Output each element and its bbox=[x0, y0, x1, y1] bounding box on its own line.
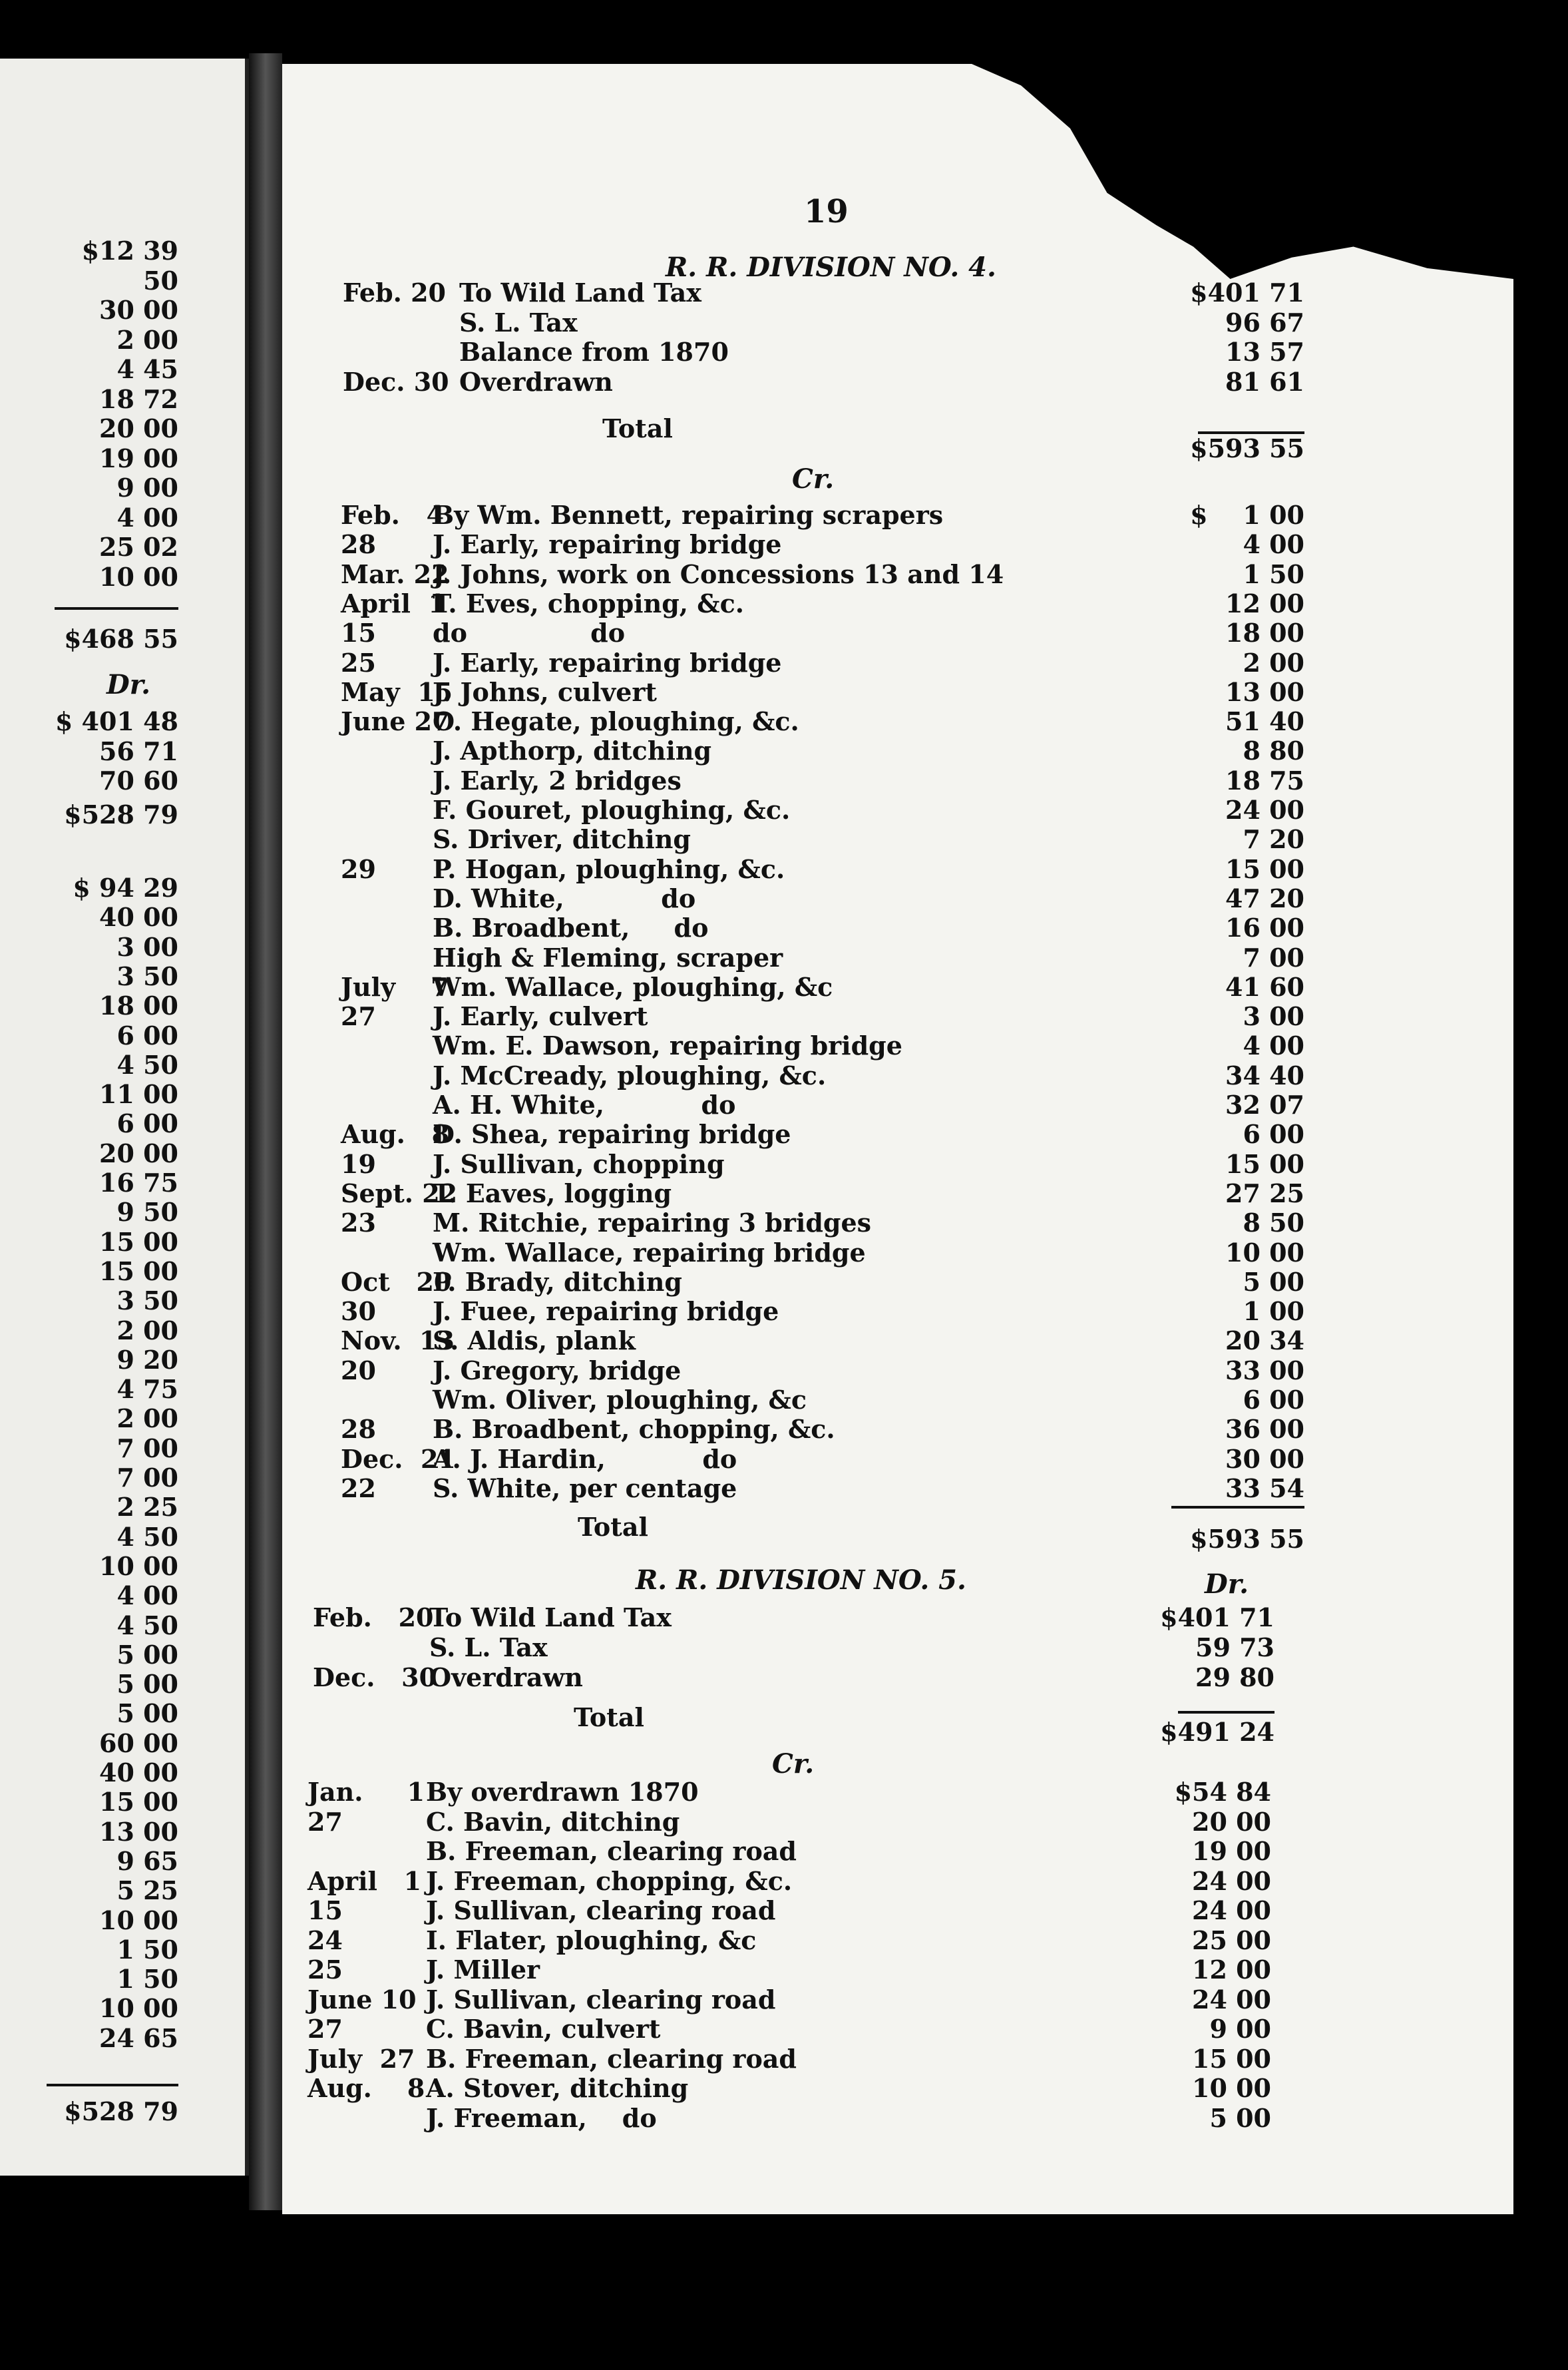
left-amount: 15 00 bbox=[99, 1256, 178, 1286]
entry-date: 25 bbox=[307, 1955, 343, 1985]
entry-date: 19 bbox=[341, 1148, 376, 1179]
left-amount: 11 00 bbox=[99, 1079, 178, 1110]
cr-label: Cr. bbox=[792, 463, 835, 495]
entry-date: Dec. 30 bbox=[313, 1662, 437, 1692]
left-amount: 2 00 bbox=[116, 324, 178, 355]
entry-amount: 25 00 bbox=[1192, 1925, 1271, 1955]
entry-description: J. Early, culvert bbox=[433, 1001, 648, 1032]
entry-amount: 1 00 bbox=[1243, 1296, 1304, 1327]
entry-date: June 10 bbox=[307, 1984, 417, 2014]
entry-date: Sept. 22 bbox=[341, 1178, 458, 1208]
entry-date: Dec. 30 bbox=[343, 366, 449, 397]
left-amount: 1 50 bbox=[116, 1934, 178, 1965]
entry-amount: 24 00 bbox=[1192, 1984, 1271, 2014]
entry-amount: 8 80 bbox=[1243, 736, 1304, 766]
left-amount: 4 00 bbox=[116, 1580, 178, 1611]
entry-amount: 15 00 bbox=[1225, 853, 1304, 884]
entry-description: S. White, per centage bbox=[433, 1473, 737, 1503]
entry-amount: 9 00 bbox=[1209, 2014, 1271, 2044]
entry-amount: 24 00 bbox=[1225, 795, 1304, 825]
entry-date: Feb. 4 bbox=[341, 500, 445, 530]
left-amount: 4 50 bbox=[116, 1521, 178, 1552]
entry-description: S. Aldis, plank bbox=[433, 1325, 636, 1356]
entry-description: Wm. Wallace, ploughing, &c bbox=[433, 971, 833, 1002]
entry-description: J. Miller bbox=[426, 1955, 540, 1985]
entry-description: S. L. Tax bbox=[459, 307, 578, 338]
left-total: $528 79 bbox=[64, 2096, 178, 2126]
entry-amount: 7 00 bbox=[1243, 942, 1304, 973]
entry-amount: 29 80 bbox=[1195, 1662, 1274, 1692]
left-amount: 16 75 bbox=[99, 1168, 178, 1198]
entry-description: J. Freeman, chopping, &c. bbox=[426, 1865, 793, 1896]
entry-date: Feb. 20 bbox=[343, 278, 446, 308]
entry-description: To Wild Land Tax bbox=[429, 1602, 672, 1632]
left-amount: 5 00 bbox=[116, 1669, 178, 1700]
left-amount: 9 20 bbox=[116, 1344, 178, 1375]
dr-label: Dr. bbox=[1205, 1568, 1249, 1600]
entry-description: Wm. E. Dawson, repairing bridge bbox=[433, 1031, 902, 1061]
entry-amount: 24 00 bbox=[1192, 1865, 1271, 1896]
entry-amount: 16 00 bbox=[1225, 913, 1304, 943]
entry-amount: 4 00 bbox=[1243, 529, 1304, 560]
debit-total-label: Total bbox=[602, 413, 673, 443]
left-amount: 40 00 bbox=[99, 902, 178, 933]
left-amount: $12 39 bbox=[81, 236, 178, 266]
entry-date: 24 bbox=[307, 1925, 343, 1955]
entry-amount: 13 00 bbox=[1225, 676, 1304, 707]
entry-description: A. J. Hardin, do bbox=[433, 1443, 737, 1474]
left-amount: 4 00 bbox=[116, 502, 178, 533]
entry-description: B. Freeman, clearing road bbox=[426, 2043, 797, 2074]
left-amount: 5 00 bbox=[116, 1698, 178, 1729]
entry-date: April 1 bbox=[307, 1865, 422, 1896]
left-amount: 13 00 bbox=[99, 1816, 178, 1847]
entry-date: 15 bbox=[307, 1895, 343, 1925]
left-amount: 5 00 bbox=[116, 1639, 178, 1670]
entry-amount: 18 75 bbox=[1225, 765, 1304, 796]
entry-amount: 4 00 bbox=[1243, 1031, 1304, 1061]
book-gutter bbox=[249, 53, 282, 2210]
entry-amount: $54 84 bbox=[1174, 1777, 1271, 1807]
left-amount: 25 02 bbox=[99, 532, 178, 562]
entry-amount: 33 54 bbox=[1225, 1473, 1304, 1503]
entry-description: J. Fuee, repairing bridge bbox=[433, 1296, 779, 1327]
entry-amount: 24 00 bbox=[1192, 1895, 1271, 1925]
left-amount: $ 94 29 bbox=[73, 873, 178, 903]
entry-date: 27 bbox=[341, 1001, 376, 1032]
entry-amount: $401 71 bbox=[1160, 1602, 1274, 1632]
left-amount: 4 50 bbox=[116, 1610, 178, 1640]
entry-description: J. Apthorp, ditching bbox=[433, 736, 712, 766]
left-amount: 30 00 bbox=[99, 295, 178, 325]
entry-description: T. Eves, chopping, &c. bbox=[433, 588, 744, 618]
left-amount: 10 00 bbox=[99, 1905, 178, 1935]
entry-description: J. Gregory, bridge bbox=[433, 1355, 682, 1385]
entry-amount: 15 00 bbox=[1225, 1148, 1304, 1179]
left-amount: 6 00 bbox=[116, 1020, 178, 1051]
left-amount: 18 00 bbox=[99, 991, 178, 1021]
entry-description: J. Freeman, do bbox=[426, 2102, 657, 2133]
entry-description: O. Hegate, ploughing, &c. bbox=[433, 706, 799, 737]
entry-description: J. Early, 2 bridges bbox=[433, 765, 682, 796]
entry-amount: 27 25 bbox=[1225, 1178, 1304, 1208]
entry-description: C. Bavin, culvert bbox=[426, 2014, 661, 2044]
entry-description: J. Sullivan, clearing road bbox=[426, 1984, 776, 2014]
division-title: R. R. DIVISION NO. 5. bbox=[636, 1564, 966, 1596]
entry-amount: 36 00 bbox=[1225, 1414, 1304, 1445]
entry-amount: 13 57 bbox=[1225, 337, 1304, 367]
entry-date: 30 bbox=[341, 1296, 376, 1327]
entry-description: I. Flater, ploughing, &c bbox=[426, 1925, 757, 1955]
left-amount: 10 00 bbox=[99, 561, 178, 592]
entry-amount: 15 00 bbox=[1192, 2043, 1271, 2074]
entry-date: Mar. 22 bbox=[341, 559, 449, 589]
entry-amount: 30 00 bbox=[1225, 1443, 1304, 1474]
entry-description: By overdrawn 1870 bbox=[426, 1777, 699, 1807]
entry-description: J. Sullivan, clearing road bbox=[426, 1895, 776, 1925]
entry-amount: 96 67 bbox=[1225, 307, 1304, 338]
entry-amount: 10 00 bbox=[1192, 2073, 1271, 2103]
left-amount: 40 00 bbox=[99, 1758, 178, 1787]
entry-description: J. Early, repairing bridge bbox=[433, 647, 782, 678]
entry-date: Feb. 20 bbox=[313, 1602, 434, 1632]
left-amount: 10 00 bbox=[99, 1550, 178, 1581]
debit-total: $491 24 bbox=[1160, 1717, 1274, 1747]
debit-total: $593 55 bbox=[1190, 433, 1304, 463]
entry-description: C. Bavin, ditching bbox=[426, 1806, 680, 1837]
entry-description: F. Gouret, ploughing, &c. bbox=[433, 795, 791, 825]
left-amount: 2 00 bbox=[116, 1315, 178, 1345]
left-amount: 3 50 bbox=[116, 1286, 178, 1316]
cr-label: Cr. bbox=[772, 1748, 815, 1779]
entry-date: June 27 bbox=[341, 706, 450, 737]
left-amount: 10 00 bbox=[99, 1993, 178, 2024]
left-amount: 9 65 bbox=[116, 1845, 178, 1876]
entry-description: J. Johns, work on Concessions 13 and 14 bbox=[433, 559, 1004, 589]
entry-description: J. McCready, ploughing, &c. bbox=[433, 1060, 827, 1090]
entry-description: A. Stover, ditching bbox=[426, 2073, 689, 2103]
entry-description: J. Sullivan, chopping bbox=[433, 1148, 725, 1179]
entry-date: Jan. 1 bbox=[307, 1777, 425, 1807]
left-total: $468 55 bbox=[64, 624, 178, 654]
left-amount: $ 401 48 bbox=[55, 706, 178, 736]
entry-amount: 51 40 bbox=[1225, 706, 1304, 737]
left-amount: 15 00 bbox=[99, 1787, 178, 1817]
left-amount: 2 25 bbox=[116, 1492, 178, 1523]
entry-date: 22 bbox=[341, 1473, 376, 1503]
entry-amount: 20 00 bbox=[1192, 1806, 1271, 1837]
entry-amount: 34 40 bbox=[1225, 1060, 1304, 1090]
left-amount: 4 75 bbox=[116, 1374, 178, 1405]
left-amount: 9 00 bbox=[116, 473, 178, 503]
entry-amount: 20 34 bbox=[1225, 1325, 1304, 1356]
left-amount: 19 00 bbox=[99, 443, 178, 473]
entry-amount: 6 00 bbox=[1243, 1119, 1304, 1150]
entry-description: B. Broadbent, do bbox=[433, 913, 709, 943]
entry-amount: 10 00 bbox=[1225, 1237, 1304, 1268]
entry-amount: 12 00 bbox=[1225, 588, 1304, 618]
left-amount: 1 50 bbox=[116, 1964, 178, 1995]
entry-date: 28 bbox=[341, 1414, 376, 1445]
entry-amount: 81 61 bbox=[1225, 366, 1304, 397]
entry-description: P. Brady, ditching bbox=[433, 1266, 682, 1297]
entry-date: 15 bbox=[341, 618, 376, 648]
entry-amount: $401 71 bbox=[1190, 278, 1304, 308]
left-amount: 9 50 bbox=[116, 1197, 178, 1228]
entry-description: B. Broadbent, chopping, &c. bbox=[433, 1414, 835, 1445]
entry-description: B. Freeman, clearing road bbox=[426, 1836, 797, 1866]
entry-amount: 12 00 bbox=[1192, 1955, 1271, 1985]
entry-amount: 32 07 bbox=[1225, 1090, 1304, 1120]
left-amount: 4 45 bbox=[116, 354, 178, 384]
entry-date: 20 bbox=[341, 1355, 376, 1385]
entry-date: Dec. 21 bbox=[341, 1443, 456, 1474]
entry-date: Aug. 8 bbox=[341, 1119, 450, 1150]
left-amount: 60 00 bbox=[99, 1728, 178, 1758]
left-total: $528 79 bbox=[64, 800, 178, 830]
entry-date: 28 bbox=[341, 529, 376, 560]
entry-description: J. Early, repairing bridge bbox=[433, 529, 782, 560]
total-rule bbox=[55, 607, 178, 610]
entry-description: High & Fleming, scraper bbox=[433, 942, 783, 973]
left-amount: 20 00 bbox=[99, 413, 178, 443]
entry-amount: 41 60 bbox=[1225, 971, 1304, 1002]
entry-date: Nov. 13 bbox=[341, 1325, 455, 1356]
left-amount: 7 00 bbox=[116, 1433, 178, 1463]
dr-label: Dr. bbox=[106, 669, 151, 700]
left-amount: 24 65 bbox=[99, 2022, 178, 2053]
entry-description: T. Eaves, logging bbox=[433, 1178, 672, 1208]
entry-date: 29 bbox=[341, 853, 376, 884]
left-amount: 50 bbox=[143, 265, 178, 296]
entry-date: July 7 bbox=[341, 971, 449, 1002]
entry-date: 25 bbox=[341, 647, 376, 678]
total-rule bbox=[1171, 1506, 1304, 1509]
entry-description: P. Hogan, ploughing, &c. bbox=[433, 853, 785, 884]
page-number: 19 bbox=[804, 193, 849, 230]
entry-amount: 2 00 bbox=[1243, 647, 1304, 678]
entry-date: 23 bbox=[341, 1208, 376, 1238]
left-amount: 3 50 bbox=[116, 961, 178, 991]
entry-date: July 27 bbox=[307, 2043, 415, 2074]
entry-date: April 1 bbox=[341, 588, 446, 618]
entry-amount: 5 00 bbox=[1243, 1266, 1304, 1297]
entry-amount: 19 00 bbox=[1192, 1836, 1271, 1866]
entry-amount: 59 73 bbox=[1195, 1632, 1274, 1662]
left-amount: 2 00 bbox=[116, 1403, 178, 1434]
left-amount: 4 50 bbox=[116, 1049, 178, 1080]
entry-description: S. Driver, ditching bbox=[433, 824, 691, 855]
entry-amount: 18 00 bbox=[1225, 618, 1304, 648]
entry-description: M. Ritchie, repairing 3 bridges bbox=[433, 1208, 872, 1238]
entry-date: Aug. 8 bbox=[307, 2073, 425, 2103]
left-amount: 18 72 bbox=[99, 383, 178, 414]
left-amount: 7 00 bbox=[116, 1463, 178, 1493]
entry-amount: 33 00 bbox=[1225, 1355, 1304, 1385]
credit-total: $593 55 bbox=[1190, 1524, 1304, 1554]
entry-date: 27 bbox=[307, 2014, 343, 2044]
entry-amount: 47 20 bbox=[1225, 883, 1304, 913]
entry-date: 27 bbox=[307, 1806, 343, 1837]
entry-amount: 6 00 bbox=[1243, 1385, 1304, 1415]
entry-description: Overdrawn bbox=[459, 366, 613, 397]
entry-description: S. L. Tax bbox=[429, 1632, 548, 1662]
entry-description: D. Shea, repairing bridge bbox=[433, 1119, 791, 1150]
left-amount: 70 60 bbox=[99, 766, 178, 796]
credit-total-label: Total bbox=[578, 1512, 648, 1542]
left-amount: 6 00 bbox=[116, 1108, 178, 1139]
entry-amount: 3 00 bbox=[1243, 1001, 1304, 1032]
left-amount: 3 00 bbox=[116, 931, 178, 962]
left-amount: 15 00 bbox=[99, 1226, 178, 1257]
left-amount: 56 71 bbox=[99, 736, 178, 766]
left-amount: 5 25 bbox=[116, 1875, 178, 1906]
entry-description: J. Johns, culvert bbox=[433, 676, 657, 707]
total-rule bbox=[1178, 1711, 1274, 1714]
entry-description: Balance from 1870 bbox=[459, 337, 729, 367]
entry-date: May 15 bbox=[341, 676, 453, 707]
debit-total-label: Total bbox=[574, 1702, 644, 1732]
division-title: R. R. DIVISION NO. 4. bbox=[666, 252, 996, 283]
entry-amount: 1 50 bbox=[1243, 559, 1304, 589]
entry-amount: 8 50 bbox=[1243, 1208, 1304, 1238]
left-amount: 20 00 bbox=[99, 1138, 178, 1168]
entry-description: Overdrawn bbox=[429, 1662, 583, 1692]
entry-description: D. White, do bbox=[433, 883, 696, 913]
entry-description: A. H. White, do bbox=[433, 1090, 736, 1120]
entry-amount: 7 20 bbox=[1243, 824, 1304, 855]
entry-date: Oct 20 bbox=[341, 1266, 452, 1297]
entry-amount: $ 1 00 bbox=[1190, 500, 1304, 530]
entry-description: By Wm. Bennett, repairing scrapers bbox=[433, 500, 944, 530]
entry-description: Wm. Oliver, ploughing, &c bbox=[433, 1385, 807, 1415]
entry-description: do do bbox=[433, 618, 626, 648]
entry-description: To Wild Land Tax bbox=[459, 278, 701, 308]
total-rule bbox=[47, 2084, 178, 2086]
entry-description: Wm. Wallace, repairing bridge bbox=[433, 1237, 866, 1268]
entry-amount: 5 00 bbox=[1209, 2102, 1271, 2133]
